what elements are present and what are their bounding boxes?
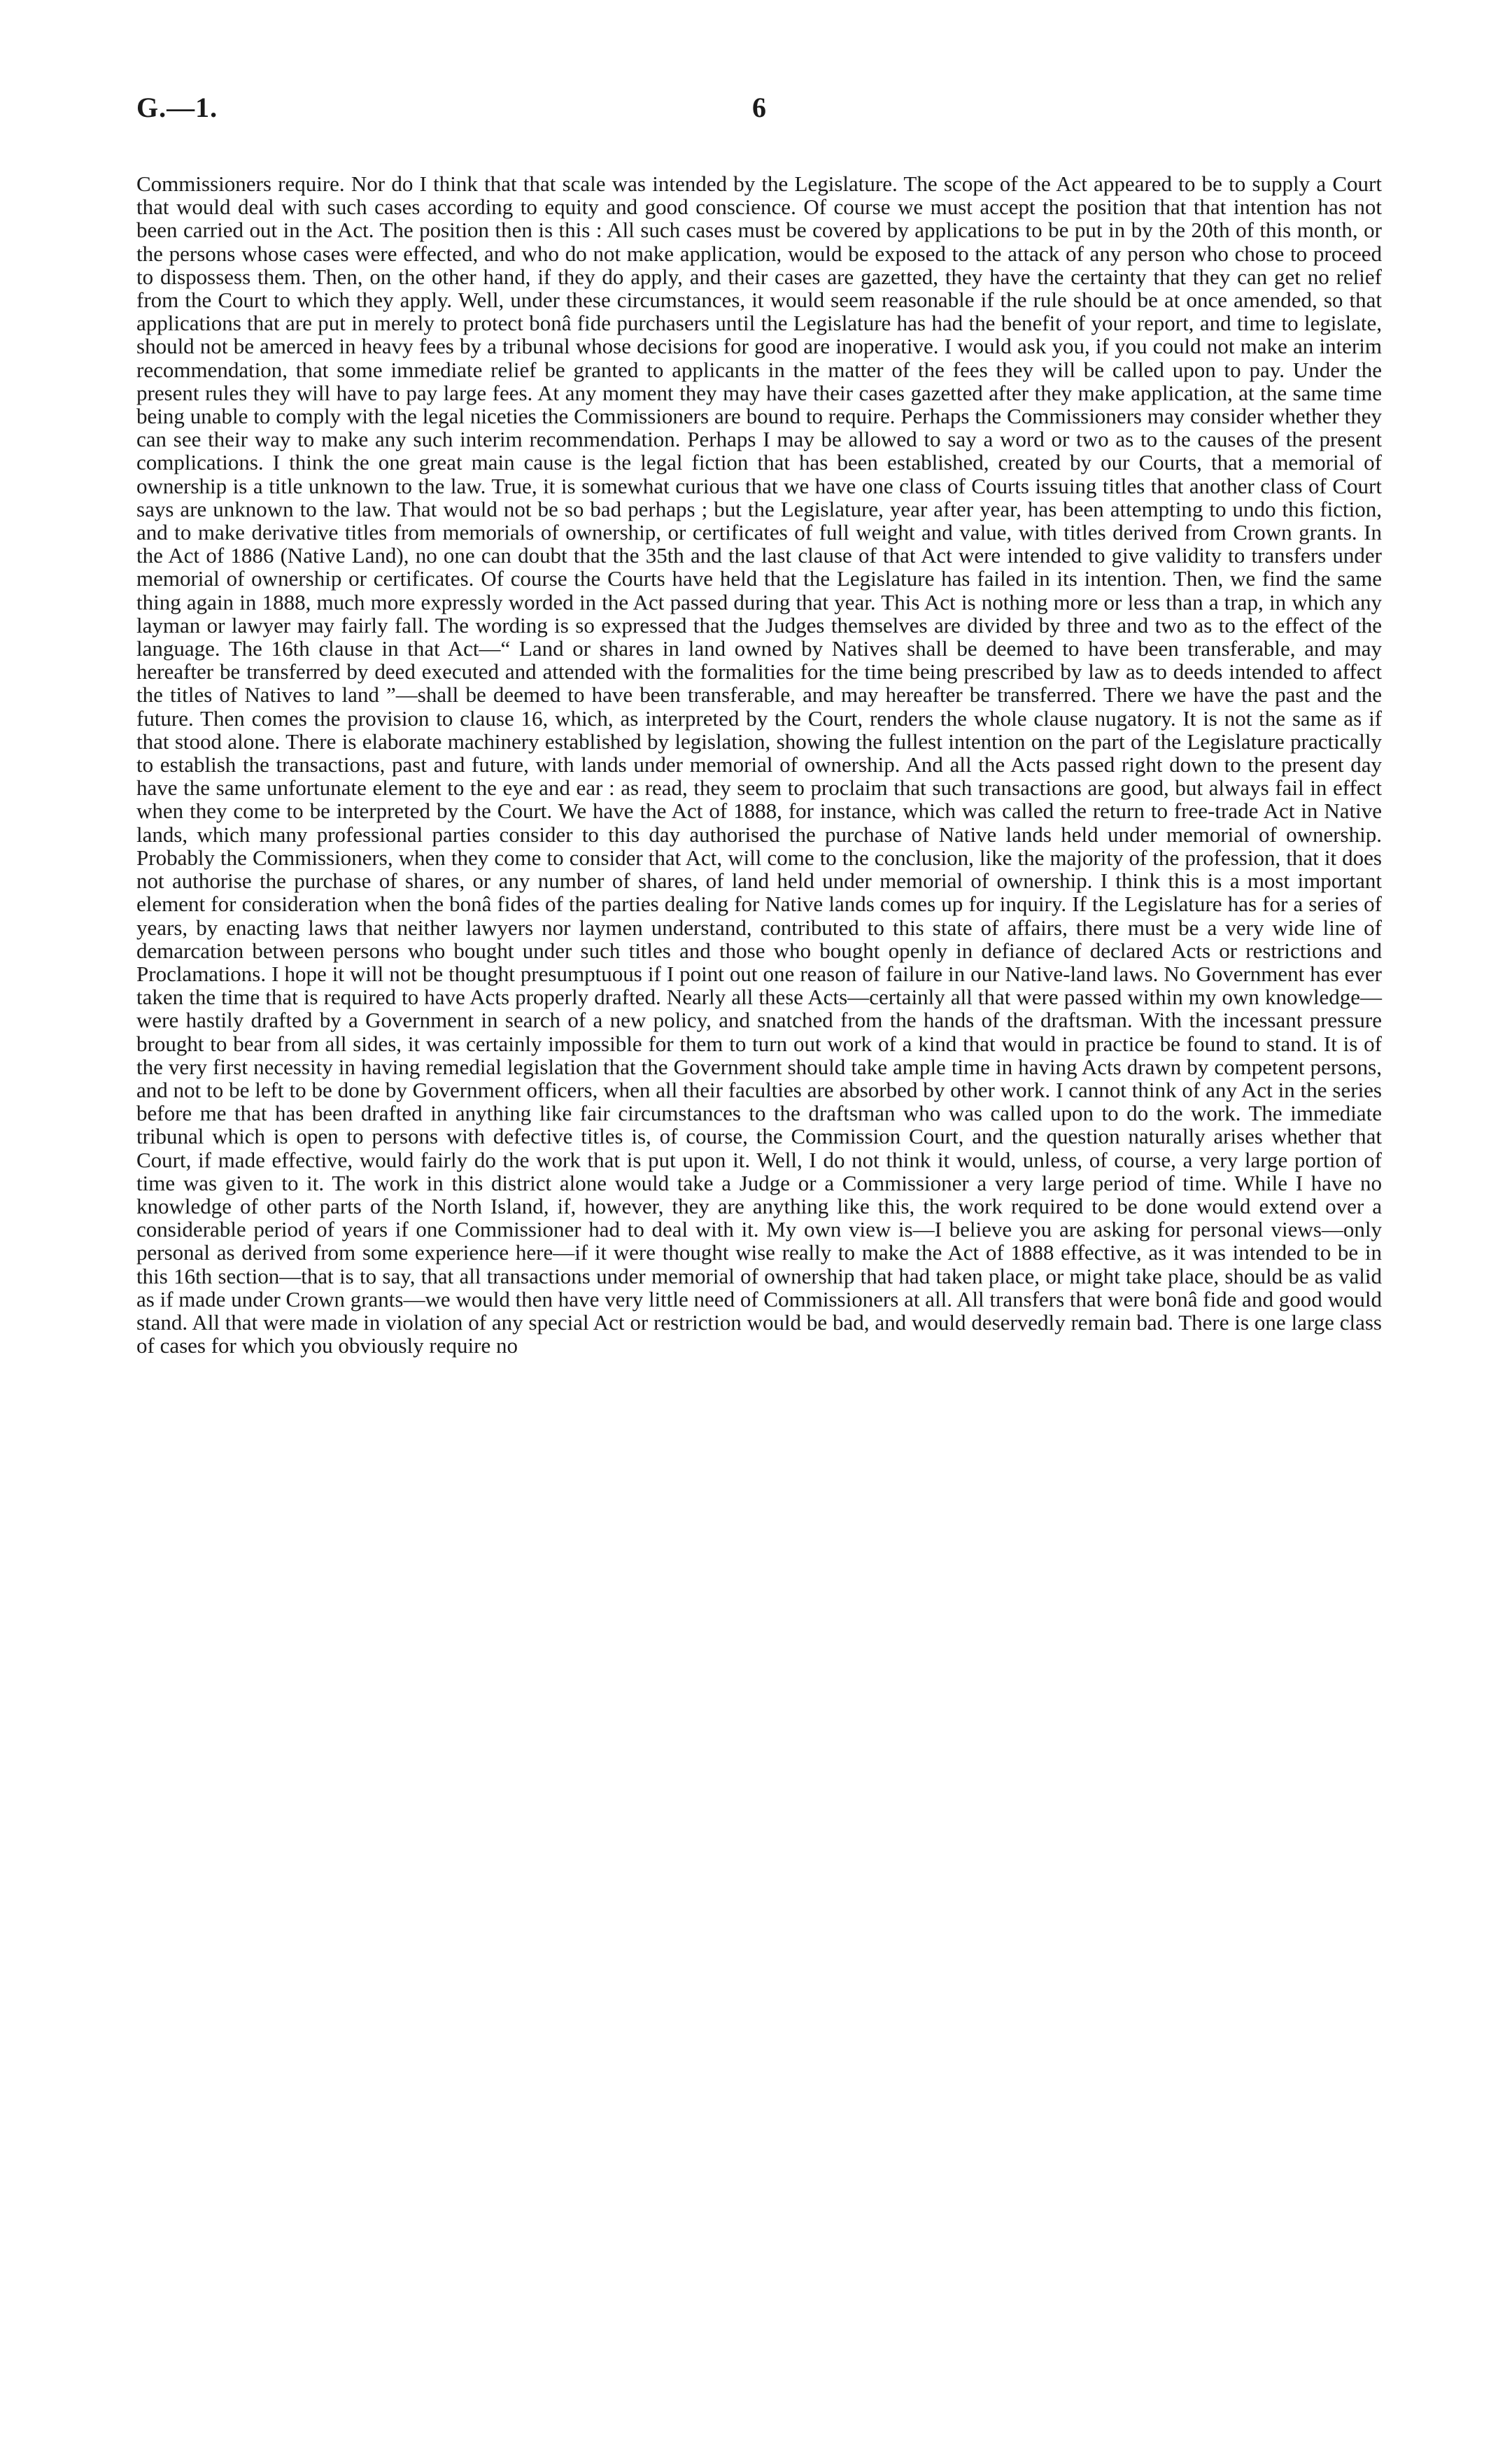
document-reference: G.—1. — [136, 92, 218, 123]
page-header — [136, 91, 1382, 140]
page-number: 6 — [752, 92, 766, 123]
body-paragraph: Commissioners require. Nor do I think that that scale was intended by the Legislature. The scope of the Act appeared to be to supply a Court that would deal with such cases according to equity and good conscience. Of course we must accept the position that that intention has not been carried out in the Act. The position then is this : All such cases must be covered by applications to be put in by the 20th of this month, or the persons whose cases were effected, and who do not make application, would be exposed to the attack of any person who chose to proceed to dispossess them. Then, on the other hand, if they do apply, and their cases are gazetted, they have the certainty that they can get no relief from the Court to which they apply. Well, under these circumstances, it would seem reasonable if the rule should be at once amended, so that applications that are put in merely to protect bonâ fide purchasers until the Legislature has had the benefit of your report, and time to legislate, should not be amerced in heavy fees by a tribunal whose decisions for good are inoperative. I would ask you, if you could not make an interim recommendation, that some immediate relief be granted to applicants in the matter of the fees they will be called upon to pay. Under the present rules they will have to pay large fees. At any moment they may have their cases gazetted after they make application, at the same time being unable to comply with the legal niceties the Commissioners are bound to require. Perhaps the Commissioners may consider whether they can see their way to make any such interim recommendation. Perhaps I may be allowed to say a word or two as to the causes of the present complications. I think the one great main cause is the legal fiction that has been established, created by our Courts, that a memorial of ownership is a title unknown to the law. True, it is somewhat curious that we have one class of Courts issuing titles that another class of Court says are unknown to the law. That would not be so bad perhaps ; but the Legislature, year after year, has been attempting to undo this fiction, and to make derivative titles from memorials of ownership, or certificates of full weight and value, with titles derived from Crown grants. In the Act of 1886 (Native Land), no one can doubt that the 35th and the last clause of that Act were intended to give validity to transfers under memorial of ownership or certificates. Of course the Courts have held that the Legislature has failed in its intention. Then, we find the same thing again in 1888, much more expressly worded in the Act passed during that year. This Act is nothing more or less than a trap, in which any layman or lawyer may fairly fall. The wording is so expressed that the Judges themselves are divided by three and two as to the effect of the language. The 16th clause in that Act—“ Land or shares in land owned by Natives shall be deemed to have been transferable, and may hereafter be transferred by deed executed and attended with the formalities for the time being prescribed by law as to deeds intended to affect the titles of Natives to land ”—shall be deemed to have been transferable, and may hereafter be transferred. There we have the past and the future. Then comes the provision to clause 16, which, as interpreted by the Court, renders the whole clause nugatory. It is not the same as if that stood alone. There is elaborate machinery established by legislation, showing the fullest intention on the part of the Legislature practically to establish the transactions, past and future, with lands under memorial of ownership. And all the Acts passed right down to the present day have the same unfortunate element to the eye and ear : as read, they seem to proclaim that such transactions are good, but always fail in effect when they come to be interpreted by the Court. We have the Act of 1888, for instance, which was called the return to free-trade Act in Native lands, which many professional parties consider to this day authorised the purchase of Native lands held under memorial of ownership. Probably the Commissioners, when they come to consider that Act, will come to the conclusion, like the majority of the profession, that it does not authorise the purchase of shares, or any number of shares, of land held under memorial of ownership. I think this is a most important element for consideration when the bonâ fides of the parties dealing for Native lands comes up for inquiry. If the Legislature has for a series of years, by enacting laws that neither lawyers nor laymen understand, contributed to this state of affairs, there must be a very wide line of demarcation between persons who bought under such titles and those who bought openly in defiance of declared Acts or restrictions and Proclamations. I hope it will not be thought presumptuous if I point out one reason of failure in our Native-land laws. No Government has ever taken the time that is required to have Acts properly drafted. Nearly all these Acts—certainly all that were passed within my own knowledge—were hastily drafted by a Government in search of a new policy, and snatched from the hands of the draftsman. With the incessant pressure brought to bear from all sides, it was certainly impossible for them to turn out work of a kind that would in practice be found to stand. It is of the very first necessity in having remedial legislation that the Government should take ample time in having Acts drawn by competent persons, and not to be left to be done by Government officers, when all their faculties are absorbed by other work. I cannot think of any Act in the series before me that has been drafted in anything like fair circumstances to the draftsman who was called upon to do the work. The immediate tribunal which is open to persons with defective titles is, of course, the Commission Court, and the question naturally arises whether that Court, if made effective, would fairly do the work that is put upon it. Well, I do not think it would, unless, of course, a very large portion of time was given to it. The work in this district alone would take a Judge or a Commissioner a very large period of time. While I have no knowledge of other parts of the North Island, if, however, they are anything like this, the work required to be done would extend over a considerable period of years if one Commissioner had to deal with it. My own view is—I believe you are asking for personal views—only personal as derived from some experience here—if it were thought wise really to make the Act of 1888 effective, as it was intended to be in this 16th section—that is to say, that all transactions under memorial of ownership that had taken place, or might take place, should be as valid as if made under Crown grants—we would then have very little need of Commissioners at all. All transfers that were bonâ fide and good would stand. All that were made in violation of any special Act or restriction would be bad, and would deservedly remain bad. There is one large class of cases for which you obviously require no — [136, 171, 1382, 1358]
